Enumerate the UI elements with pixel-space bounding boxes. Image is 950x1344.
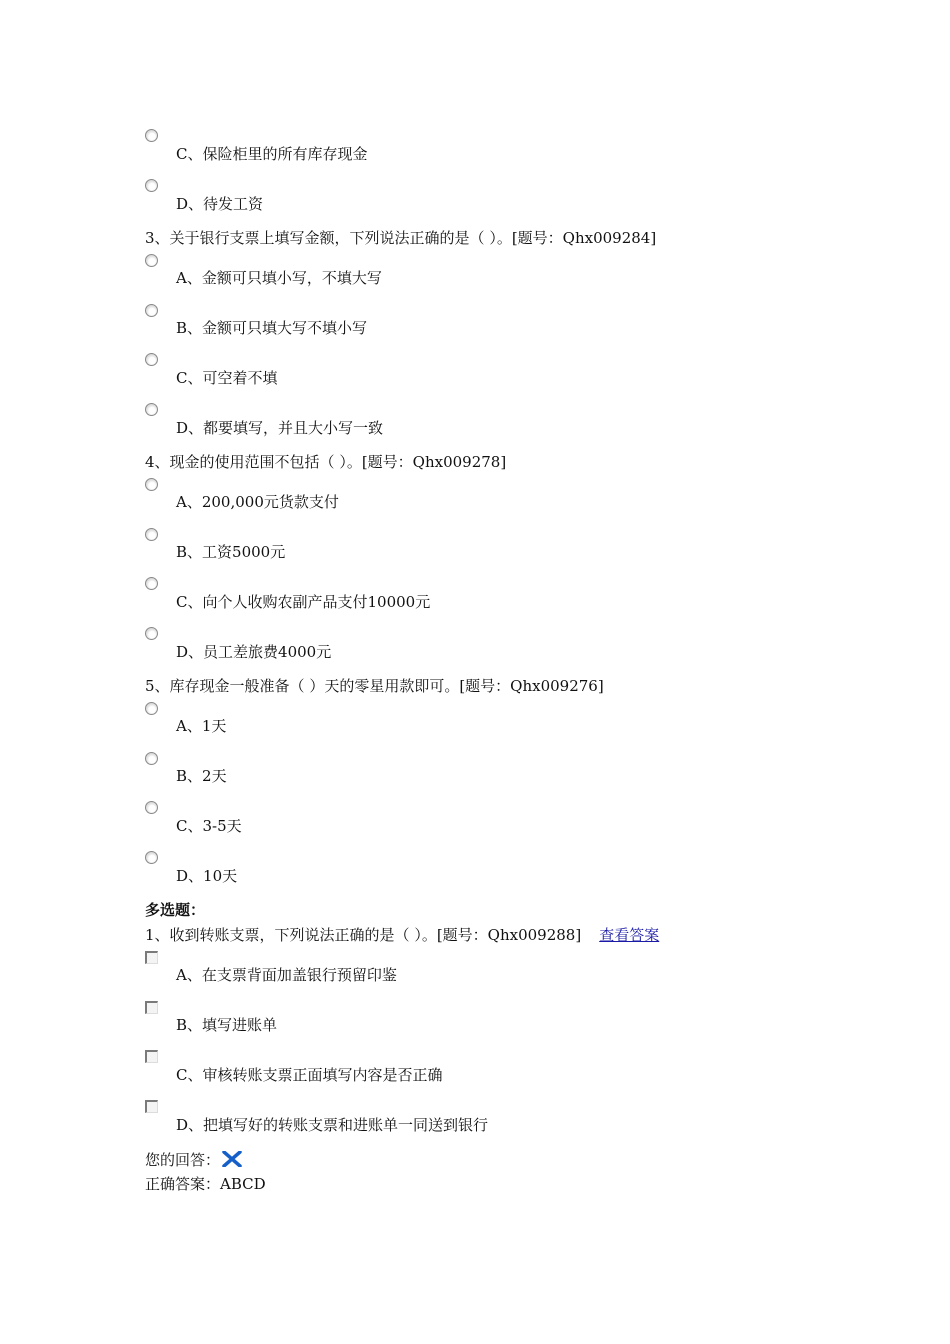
correct-answer-row — [145, 1174, 266, 1194]
q4-option-d-label: D、员工差旅费4000元 — [176, 643, 332, 661]
your-answer-row — [145, 1150, 242, 1172]
q4-option-d-radio[interactable] — [145, 627, 158, 640]
q3-stem: 3、关于银行支票上填写金额，下列说法正确的是（ ）。[题号：Qhx009284] — [145, 229, 657, 247]
q3-option-a-radio[interactable] — [145, 254, 158, 267]
q4-option-b-radio[interactable] — [145, 528, 158, 541]
q5-option-c-radio[interactable] — [145, 801, 158, 814]
q3-option-c-radio[interactable] — [145, 353, 158, 366]
multi-choice-heading: 多选题： — [145, 901, 206, 919]
q5-option-b-label: B、2天 — [176, 767, 227, 785]
multi-q1-stem-row — [145, 925, 659, 945]
multi-q1-option-b-label: B、填写进账单 — [176, 1016, 278, 1034]
q2-option-c-radio[interactable] — [145, 129, 158, 142]
q3-option-d-radio[interactable] — [145, 403, 158, 416]
q5-option-d-label: D、10天 — [176, 867, 238, 885]
multi-q1-option-d-checkbox[interactable] — [145, 1100, 158, 1113]
correct-answer-label: 正确答案： — [145, 1175, 221, 1193]
multi-q1-option-a-label: A、在支票背面加盖银行预留印鉴 — [176, 966, 397, 984]
q4-option-a-label: A、200,000元货款支付 — [176, 493, 339, 511]
multi-q1-stem: 1、收到转账支票，下列说法正确的是（ ）。[题号：Qhx009288] — [145, 926, 582, 944]
q4-option-b-label: B、工资5000元 — [176, 543, 286, 561]
multi-q1-option-c-label: C、审核转账支票正面填写内容是否正确 — [176, 1066, 443, 1084]
correct-answer-value: ABCD — [220, 1175, 266, 1193]
multi-q1-option-a-checkbox[interactable] — [145, 951, 158, 964]
q5-stem: 5、库存现金一般准备（ ）天的零星用款即可。[题号：Qhx009276] — [145, 677, 604, 695]
q4-option-a-radio[interactable] — [145, 478, 158, 491]
wrong-x-icon — [222, 1151, 242, 1172]
multi-q1-option-c-checkbox[interactable] — [145, 1050, 158, 1063]
multi-q1-option-b-checkbox[interactable] — [145, 1001, 158, 1014]
q4-option-c-label: C、向个人收购农副产品支付10000元 — [176, 593, 431, 611]
q2-option-c-label: C、保险柜里的所有库存现金 — [176, 145, 368, 163]
q3-option-d-label: D、都要填写，并且大小写一致 — [176, 419, 384, 437]
q5-option-b-radio[interactable] — [145, 752, 158, 765]
q5-option-a-label: A、1天 — [176, 717, 227, 735]
q5-option-a-radio[interactable] — [145, 702, 158, 715]
q3-option-c-label: C、可空着不填 — [176, 369, 278, 387]
q2-option-d-radio[interactable] — [145, 179, 158, 192]
q3-option-b-radio[interactable] — [145, 304, 158, 317]
view-answer-link[interactable]: 查看答案 — [599, 926, 660, 944]
q4-option-c-radio[interactable] — [145, 577, 158, 590]
multi-q1-option-d-label: D、把填写好的转账支票和进账单一同送到银行 — [176, 1116, 489, 1134]
your-answer-label: 您的回答： — [145, 1151, 221, 1169]
q4-stem: 4、现金的使用范围不包括（ ）。[题号：Qhx009278] — [145, 453, 507, 471]
q5-option-c-label: C、3-5天 — [176, 817, 242, 835]
q3-option-a-label: A、金额可只填小写，不填大写 — [176, 269, 382, 287]
q2-option-d-label: D、待发工资 — [176, 195, 264, 213]
q3-option-b-label: B、金额可只填大写不填小写 — [176, 319, 368, 337]
q5-option-d-radio[interactable] — [145, 851, 158, 864]
